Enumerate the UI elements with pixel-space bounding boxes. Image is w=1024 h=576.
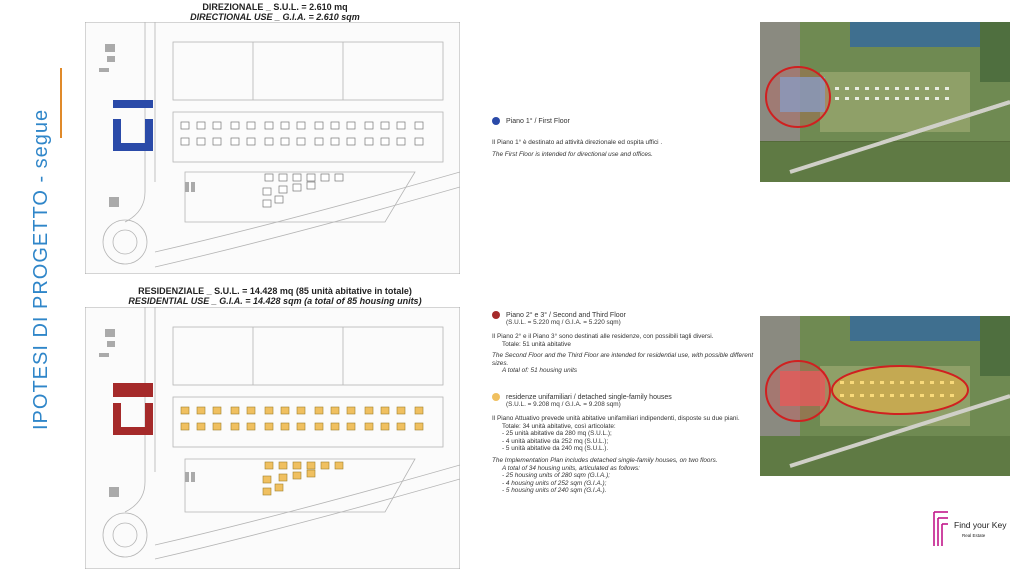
aerial-photo-top <box>760 22 1010 182</box>
legend1-p-en: The Second Floor and the Third Floor are intended for residential use, with possible different sizes. <box>492 352 754 367</box>
legend2-total-it: Totale: 34 unità abitative, così articolate: <box>502 422 616 430</box>
side-title-main: IPOTESI DI PROGETTO <box>30 189 52 430</box>
legend2-list-en-1: - 25 housing units of 280 sqm (G.I.A.); <box>502 472 610 480</box>
legend2-total-en: A total of 34 housing units, articulated as follows: <box>502 464 640 472</box>
top-p-it: Il Piano 1° è destinato ad attività direzionale ed ospita uffici . <box>492 139 663 147</box>
legend1-sub: (S.U.L. = 5.220 mq / G.I.A. = 5.220 sqm) <box>506 319 621 327</box>
legend1-p-it: Il Piano 2° e il Piano 3° sono destinati alle residenze, con possibili tagli diversi. <box>492 333 714 341</box>
top-legend-label: Piano 1° / First Floor <box>506 117 570 125</box>
legend2-list-en-2: - 4 housing units of 252 sqm (G.I.A.); <box>502 479 607 487</box>
legend2-list-it-1: - 25 unità abitative da 280 mq (S.U.L.); <box>502 430 612 438</box>
blue-legend-dot <box>492 117 500 125</box>
legend2-list-it-2: - 4 unità abitative da 252 mq (S.U.L.); <box>502 437 609 445</box>
top-legend <box>492 117 722 159</box>
side-title <box>30 109 53 430</box>
legend1-label: Piano 2° e 3° / Second and Third Floor <box>506 311 626 319</box>
bottom-heading-en: RESIDENTIAL USE _ G.I.A. = 14.428 sqm (a total of 85 housing units) <box>128 296 422 306</box>
bottom-heading-it: RESIDENZIALE _ S.U.L. = 14.428 mq (85 unità abitative in totale) <box>138 286 412 296</box>
legend2-label: residenze unifamiliari / detached single-family houses <box>506 393 672 401</box>
logo-name: Find your Key <box>954 520 1007 530</box>
bottom-site-plan <box>85 307 460 569</box>
bottom-plan-heading <box>80 286 470 306</box>
legend2-list-en-3: - 5 housing units of 240 sqm (G.I.A.). <box>502 487 607 495</box>
legend2-sub: (S.U.L. = 9.208 mq / G.I.A. = 9.208 sqm) <box>506 401 621 409</box>
yellow-legend-dot <box>492 393 500 401</box>
find-your-key-logo-icon <box>932 510 952 548</box>
bottom-legend <box>492 311 762 495</box>
top-plan-heading <box>90 2 460 22</box>
legend2-list-it-3: - 5 unità abitative da 240 mq (S.U.L.). <box>502 445 609 453</box>
side-title-suffix: - segue <box>30 108 52 183</box>
logo-sub: Real Estate <box>962 533 986 538</box>
aerial-photo-bottom <box>760 316 1010 476</box>
red-legend-dot <box>492 311 500 319</box>
legend1-total-en: A total of: 51 housing units <box>502 367 578 375</box>
legend2-p-it: Il Piano Attuativo prevede unità abitative unifamiliari indipendenti, disposte su due piani. <box>492 415 740 423</box>
top-p-en: The First Floor is intended for directional use and offices. <box>492 151 653 159</box>
legend2-p-en: The Implementation Plan includes detached single-family houses, on two floors. <box>492 457 718 464</box>
top-site-plan <box>85 22 460 274</box>
top-heading-it: DIREZIONALE _ S.U.L. = 2.610 mq <box>202 2 348 12</box>
side-title-accent <box>60 68 62 138</box>
legend1-total-it: Totale: 51 unità abitative <box>502 340 571 348</box>
top-heading-en: DIRECTIONAL USE _ G.I.A. = 2.610 sqm <box>190 12 360 22</box>
